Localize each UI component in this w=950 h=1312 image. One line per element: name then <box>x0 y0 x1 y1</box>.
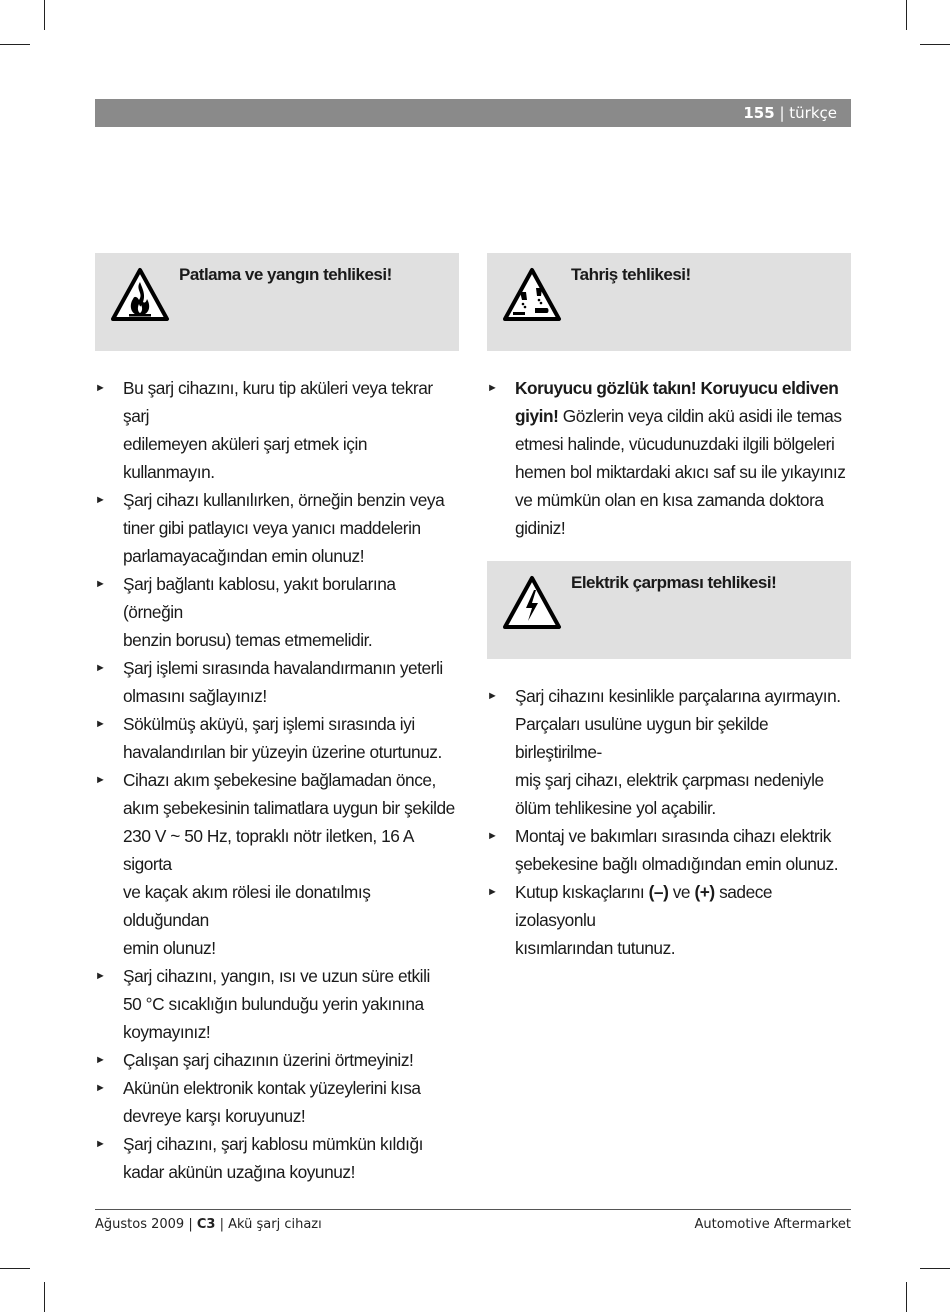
list-item: ► Şarj işlemi sırasında havalandırmanın yeterli olmasını sağlayınız! <box>95 654 459 710</box>
crop-mark <box>44 1282 45 1312</box>
crop-mark <box>44 0 45 30</box>
list-item: ► Akünün elektronik kontak yüzeylerini kısa devreye karşı koruyunuz! <box>95 1074 459 1130</box>
right-safety-list-1 <box>487 374 851 542</box>
page-header <box>95 99 851 127</box>
list-item: ► Şarj cihazını, yangın, ısı ve uzun süre etkili 50 °C sıcaklığın bulunduğu yerin yakınına koymayınız! <box>95 962 459 1046</box>
crop-mark <box>920 44 950 45</box>
list-item: ► Koruyucu gözlük takın! Koruyucu eldiven giyin! Gözlerin veya cildin akü asidi ile temas etmesi halinde, vücudunuzdaki ilgili bölgeleri hemen bol miktardaki akıcı saf su ile yıkayınız ve mümkün olan en kısa zamanda doktora gidiniz! <box>487 374 851 542</box>
list-item: ► Şarj cihazını, şarj kablosu mümkün kıldığı kadar akünün uzağına koyunuz! <box>95 1130 459 1186</box>
crop-mark <box>906 1282 907 1312</box>
list-item: ► Sökülmüş aküyü, şarj işlemi sırasında iyi havalandırılan bir yüzeyin üzerine oturtunuz. <box>95 710 459 766</box>
left-safety-list <box>95 374 459 1186</box>
list-item: ► Kutup kıskaçlarını (–) ve (+) sadece izolasyonlu kısımlarından tutunuz. <box>487 878 851 962</box>
electric-warning-box <box>487 561 851 659</box>
fire-warning-box <box>95 253 459 351</box>
list-item: ► Şarj bağlantı kablosu, yakıt borularına (örneğin benzin borusu) temas etmemelidir. <box>95 570 459 654</box>
warning-title: Tahriş tehlikesi! <box>571 265 691 284</box>
header-language: türkçe <box>789 104 837 122</box>
corrosive-warning-icon <box>501 266 563 324</box>
warning-title: Patlama ve yangın tehlikesi! <box>179 265 392 284</box>
list-item: ► Şarj cihazını kesinlikle parçalarına ayırmayın. Parçaları usulüne uygun bir şekilde birleştirilme- miş şarj cihazı, elektrik çarpması nedeniyle ölüm tehlikesine yol açabilir. <box>487 682 851 822</box>
list-item: ► Çalışan şarj cihazının üzerini örtmeyiniz! <box>95 1046 459 1074</box>
footer-divider <box>95 1209 851 1210</box>
warning-title: Elektrik çarpması tehlikesi! <box>571 573 777 592</box>
crop-mark <box>920 1268 950 1269</box>
list-item: ► Montaj ve bakımları sırasında cihazı elektrik şebekesine bağlı olmadığından emin olunuz. <box>487 822 851 878</box>
crop-mark <box>906 0 907 30</box>
electric-shock-warning-icon <box>501 574 563 632</box>
corrosive-warning-box <box>487 253 851 351</box>
page-number: 155 <box>743 104 775 122</box>
header-text <box>743 104 837 122</box>
fire-warning-icon <box>109 266 171 324</box>
list-item: ► Şarj cihazı kullanılırken, örneğin benzin veya tiner gibi patlayıcı veya yanıcı maddelerin parlamayacağından emin olunuz! <box>95 486 459 570</box>
list-item: ► Cihazı akım şebekesine bağlamadan önce, akım şebekesinin talimatlara uygun bir şekilde 230 V ~ 50 Hz, topraklı nötr iletken, 16 A sigorta ve kaçak akım rölesi ile donatılmış olduğundan emin olunuz! <box>95 766 459 962</box>
company-name: Automotive Aftermarket <box>694 1217 851 1232</box>
crop-mark <box>0 44 30 45</box>
footer-right <box>695 1217 851 1232</box>
footer-left: Ağustos 2009 | C3 | Akü şarj cihazı <box>95 1217 322 1232</box>
crop-mark <box>0 1268 30 1269</box>
right-safety-list-2 <box>487 682 851 962</box>
list-item: ► Bu şarj cihazını, kuru tip aküleri veya tekrar şarj edilemeyen aküleri şarj etmek için kullanmayın. <box>95 374 459 486</box>
header-separator: | <box>779 104 785 122</box>
